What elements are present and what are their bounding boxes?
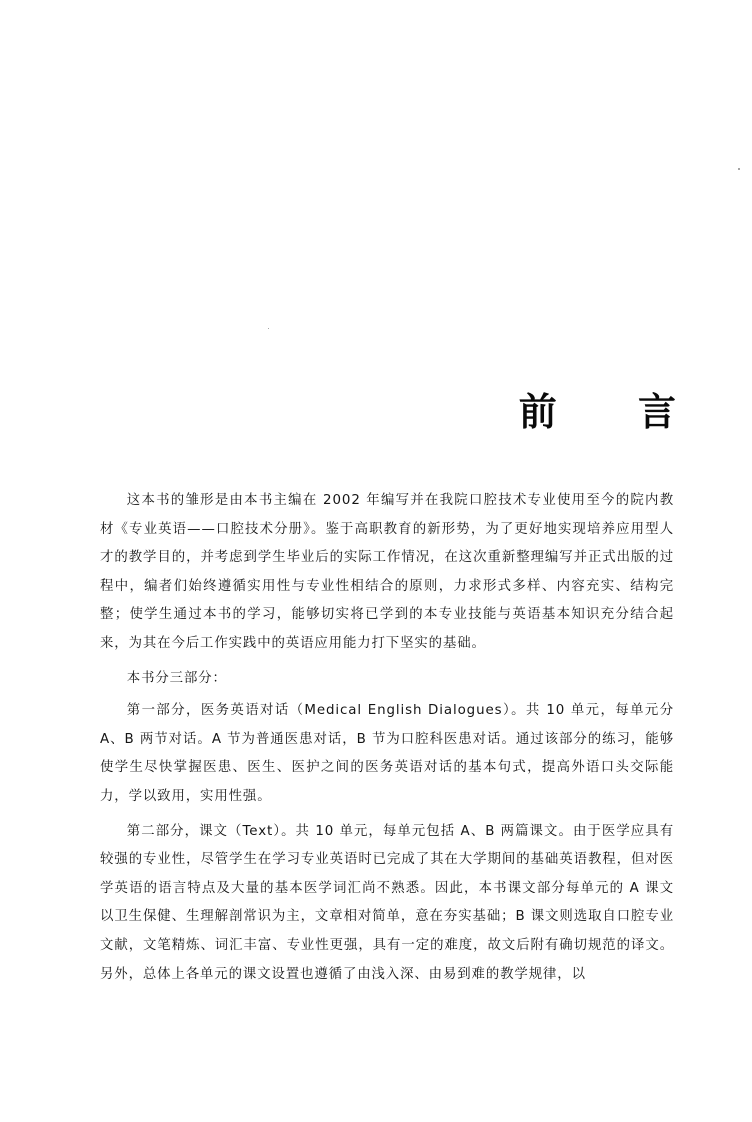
paragraph-part-one: 第一部分，医务英语对话（Medical English Dialogues）。共 10 单元，每单元分 A、B 两节对话。A 节为普通医患对话，B 节为口腔科医患对话。通过该部分的练习，能够使学生尽快掌握医患、医生、医护之间的医务英语对话的基本句式，提高外语口头交际能力，学以致用，实用性强。 (100, 703, 674, 804)
paragraph-intro: 这本书的雏形是由本书主编在 2002 年编写并在我院口腔技术专业使用至今的院内教材《专业英语——口腔技术分册》。鉴于高职教育的新形势，为了更好地实现培养应用型人才的教学目的，并考虑到学生毕业后的实际工作情况，在这次重新整理编写并正式出版的过程中，编者们始终遵循实用性与专业性相结合的原则，力求形式多样、内容充实、结构完整；使学生通过本书的学习，能够切实将已学到的本专业技能与英语基本知识充分结合起来，为其在今后工作实践中的英语应用能力打下坚实的基础。 (100, 493, 674, 651)
scan-speck (738, 168, 740, 170)
page-title: 前 言 (518, 389, 710, 435)
paragraph-part-two: 第二部分，课文（Text）。共 10 单元，每单元包括 A、B 两篇课文。由于医学应具有较强的专业性，尽管学生在学习专业英语时已完成了其在大学期间的基础英语教程，但对医学英语的语言特点及大量的基本医学词汇尚不熟悉。因此，本书课文部分每单元的 A 课文以卫生保健、生理解剖常识为主，文章相对简单，意在夯实基础；B 课文则选取自口腔专业文献，文笔精炼、词汇丰富、专业性更强，具有一定的难度，故文后附有确切规范的译文。另外，总体上各单元的课文设置也遵循了由浅入深、由易到难的教学规律，以 (100, 823, 674, 982)
preface-body (100, 487, 674, 995)
paragraph-parts-heading: 本书分三部分： (126, 670, 227, 686)
scan-speck (268, 328, 269, 329)
